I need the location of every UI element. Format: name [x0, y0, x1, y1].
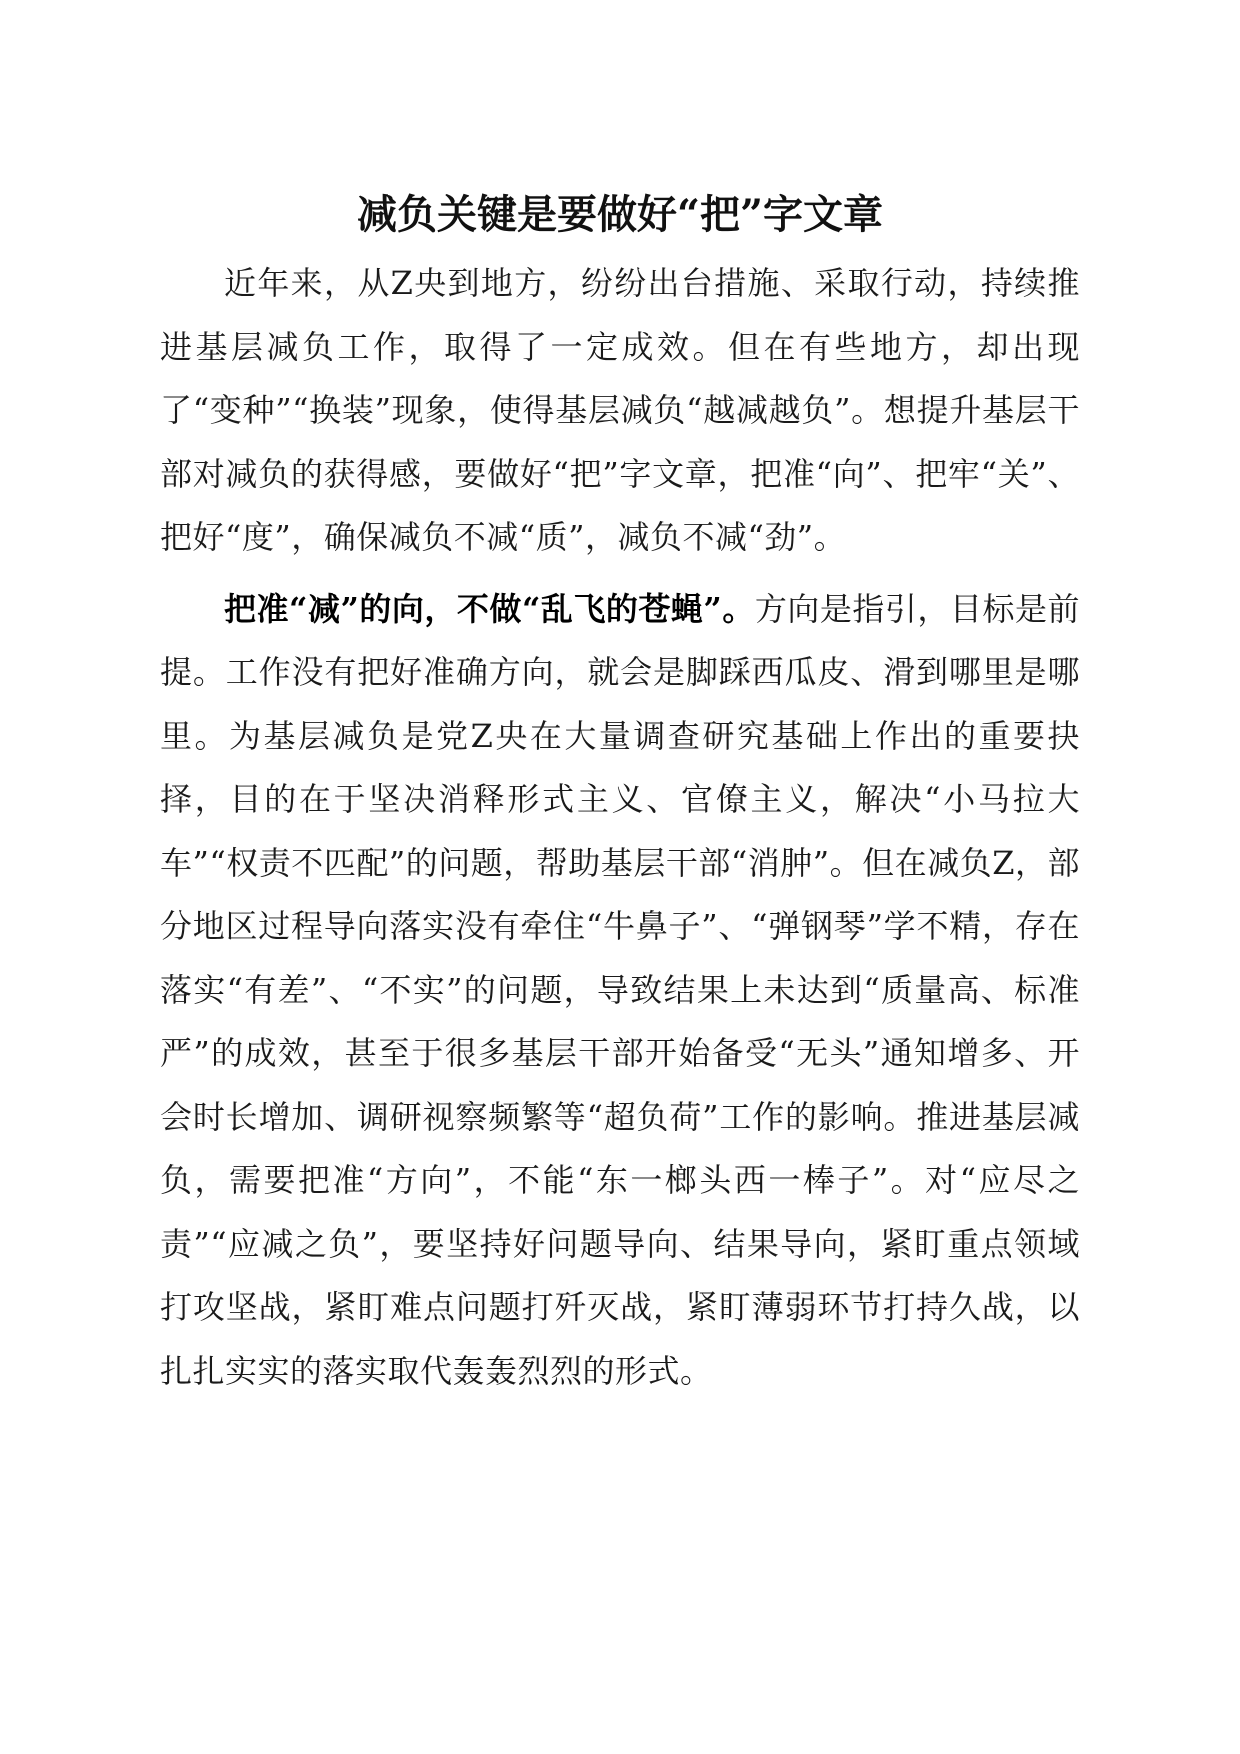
- section-lead-heading: 把准“减”的向，不做“乱飞的苍蝇”。: [224, 589, 755, 628]
- intro-paragraph-text: 近年来，从Z央到地方，纷纷出台措施、采取行动，持续推进基层减负工作，取得了一定成效。但在有些地方，却出现了“变种”“换装”现象，使得基层减负“越减越负”。想提升基层干部对减负的获得感，要做好“把”字文章，把准“向”、把牢“关”、把好“度”，确保减负不减“质”，减负不减“劲”。: [160, 264, 1080, 556]
- intro-paragraph: [160, 252, 1080, 570]
- document-title: 减负关键是要做好“把”字文章: [356, 191, 883, 238]
- document-body: [160, 252, 1080, 1403]
- section-paragraph: [160, 578, 1080, 1404]
- section-paragraph-text: 方向是指引，目标是前提。工作没有把好准确方向，就会是脚踩西瓜皮、滑到哪里是哪里。为基层减负是党Z央在大量调查研究基础上作出的重要抉择，目的在于坚决消释形式主义、官僚主义，解决“小马拉大车”“权责不匹配”的问题，帮助基层干部“消肿”。但在减负Z，部分地区过程导向落实没有牵住“牛鼻子”、“弹钢琴”学不精，存在落实“有差”、“不实”的问题，导致结果上未达到“质量高、标准严”的成效，甚至于很多基层干部开始备受“无头”通知增多、开会时长增加、调研视察频繁等“超负荷”工作的影响。推进基层减负，需要把准“方向”，不能“东一榔头西一棒子”。对“应尽之责”“应减之负”，要坚持好问题导向、结果导向，紧盯重点领域打攻坚战，紧盯难点问题打歼灭战，紧盯薄弱环节打持久战，以扎扎实实的落实取代轰轰烈烈的形式。: [160, 589, 1080, 1390]
